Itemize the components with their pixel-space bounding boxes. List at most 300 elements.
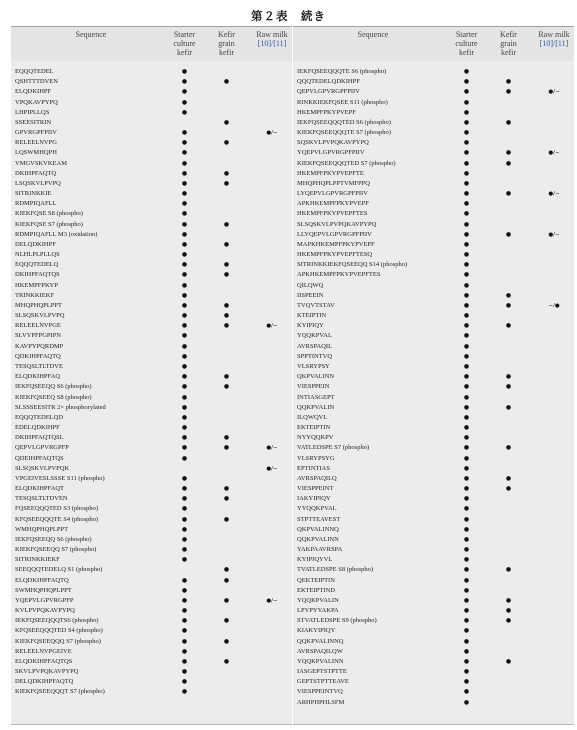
kefir-grain-marker: ● xyxy=(505,607,512,615)
peptide-sequence: IASGEPTSTPTTE xyxy=(297,668,347,676)
starter-culture-marker: ● xyxy=(463,251,470,259)
raw-milk-marker xyxy=(252,118,292,128)
peptide-sequence: VIESPPEINT xyxy=(297,485,334,493)
peptide-sequence: LPYPYYAKPA xyxy=(297,607,339,615)
table-row xyxy=(11,667,292,677)
starter-culture-marker: ● xyxy=(463,474,470,482)
sequence-column-header: Sequence xyxy=(75,30,107,39)
kefir-grain-marker: ● xyxy=(223,596,230,604)
peptide-sequence: SPPTINTVQ xyxy=(297,352,333,360)
raw-milk-label: Raw milk xyxy=(538,30,570,39)
raw-milk-marker: ●/− xyxy=(548,231,560,238)
starter-culture-marker: ● xyxy=(463,271,470,279)
table-row xyxy=(11,494,292,504)
raw-milk-marker xyxy=(534,555,574,565)
kefir-grain-marker: ● xyxy=(505,291,512,299)
peptide-sequence: QQQTEDELQDKIHPF xyxy=(297,78,360,86)
starter-culture-marker: ● xyxy=(463,485,470,493)
starter-culture-marker: ● xyxy=(181,586,188,594)
kefir-grain-marker xyxy=(210,209,243,219)
starter-culture-marker: ● xyxy=(463,159,470,167)
raw-milk-column-header xyxy=(534,27,574,61)
kefir-grain-marker xyxy=(492,270,525,280)
peptide-sequence: TESQSLTLTDVE xyxy=(15,362,63,370)
kefir-grain-marker xyxy=(492,515,525,525)
raw-milk-marker xyxy=(534,423,574,433)
kefir-grain-marker: ● xyxy=(505,596,512,604)
kefir-grain-marker: ● xyxy=(223,566,230,574)
kefir-grain-marker xyxy=(210,189,243,199)
peptide-sequence: TRINKKIEKF xyxy=(15,291,54,299)
table-row xyxy=(11,67,292,77)
peptide-sequence: SQSKVLPVPQKAVPYPQ xyxy=(297,139,369,147)
peptide-sequence: GEPTSTPTTEAVE xyxy=(297,678,349,686)
peptide-sequence: KIEKFQSEEQ S8 (phospho) xyxy=(15,393,92,401)
kefir-grain-marker: ● xyxy=(223,617,230,625)
starter-culture-marker: ● xyxy=(463,312,470,320)
table-row xyxy=(293,352,574,362)
starter-culture-marker: ● xyxy=(181,332,188,340)
kefir-grain-marker xyxy=(210,148,243,158)
table-row xyxy=(293,291,574,301)
raw-milk-marker xyxy=(252,331,292,341)
starter-culture-marker: ● xyxy=(463,505,470,513)
starter-culture-marker: ● xyxy=(181,220,188,228)
table-row xyxy=(11,209,292,219)
table-row xyxy=(11,260,292,270)
peptide-sequence: EPTINTIAS xyxy=(297,464,330,472)
peptide-sequence: DKIHPFAQTQSL xyxy=(15,434,64,442)
peptide-sequence: HKEMPFPKYPVEPFTES xyxy=(297,210,368,218)
peptide-sequence: DKIHPFAQTQS xyxy=(15,271,60,279)
peptide-sequence: QQKPVALINNQ xyxy=(297,637,344,645)
table-row xyxy=(293,270,574,280)
table-row xyxy=(11,525,292,535)
table-row xyxy=(11,199,292,209)
table-row xyxy=(11,311,292,321)
raw-milk-marker xyxy=(252,535,292,545)
raw-milk-marker xyxy=(534,138,574,148)
table-row xyxy=(11,535,292,545)
starter-culture-marker: ● xyxy=(181,434,188,442)
kefir-grain-marker: ● xyxy=(223,322,230,330)
peptide-sequence: ELQDKIHPFAQ xyxy=(15,373,61,381)
starter-culture-marker: ● xyxy=(181,342,188,350)
raw-milk-marker: ●/− xyxy=(266,597,278,604)
kefir-grain-marker: ● xyxy=(223,312,230,320)
raw-milk-marker xyxy=(534,209,574,219)
raw-milk-marker xyxy=(252,677,292,687)
raw-milk-marker xyxy=(252,484,292,494)
peptide-sequence: KFQSEEQQQTE S4 (phospho) xyxy=(15,515,99,523)
raw-milk-marker: ●/− xyxy=(266,445,278,452)
table-row xyxy=(11,189,292,199)
table-row xyxy=(293,637,574,647)
peptide-sequence: APKHKEMPFPKYPVEPF xyxy=(297,200,369,208)
raw-milk-marker xyxy=(534,118,574,128)
table-row xyxy=(293,647,574,657)
kefir-grain-marker xyxy=(492,413,525,423)
raw-milk-marker xyxy=(252,616,292,626)
table-row xyxy=(293,209,574,219)
starter-culture-marker: ● xyxy=(463,383,470,391)
raw-milk-marker xyxy=(252,454,292,464)
peptide-sequence: RELEELNVPGEIVE xyxy=(15,647,72,655)
starter-culture-marker: ● xyxy=(463,434,470,442)
peptide-sequence: YYQQKPVAL xyxy=(297,505,337,513)
peptide-sequence: HKEMPFPKYPVEPF xyxy=(297,108,356,116)
starter-culture-marker: ● xyxy=(463,78,470,86)
kefir-grain-marker: ● xyxy=(223,637,230,645)
peptide-sequence: QEPVLGPVRGPFP xyxy=(15,444,69,452)
raw-milk-marker xyxy=(534,667,574,677)
raw-milk-marker xyxy=(534,606,574,616)
peptide-sequence: SLSQSKVLPVPQKAVPYPQ xyxy=(297,220,377,228)
kefir-grain-marker xyxy=(210,98,243,108)
peptide-sequence: QEPVLGPVRGPFPIIV xyxy=(297,88,360,96)
table-row xyxy=(11,504,292,514)
kefir-grain-marker: ● xyxy=(505,383,512,391)
kefir-grain-marker xyxy=(210,667,243,677)
table-row xyxy=(11,270,292,280)
kefir-grain-marker xyxy=(492,179,525,189)
peptide-sequence: NYYQQKPV xyxy=(297,434,334,442)
table-row xyxy=(293,555,574,565)
kefir-grain-marker: ● xyxy=(505,617,512,625)
starter-culture-marker: ● xyxy=(181,98,188,106)
table-row xyxy=(11,240,292,250)
peptide-sequence: KIEKFQSE S8 (phospho) xyxy=(15,210,83,218)
raw-milk-marker xyxy=(252,362,292,372)
peptide-sequence: ARHPHPHLSFM xyxy=(297,698,345,706)
peptide-sequence: HKEMPFPKYP xyxy=(15,281,58,289)
raw-milk-marker xyxy=(534,382,574,392)
table-row xyxy=(11,372,292,382)
peptide-sequence: KIEKFQSE S7 (phospho) xyxy=(15,220,83,228)
kefir-grain-marker xyxy=(210,230,243,240)
starter-culture-marker: ● xyxy=(463,118,470,126)
peptide-sequence: ELQDKIHPFAQT xyxy=(15,485,64,493)
starter-culture-marker: ● xyxy=(181,617,188,625)
raw-milk-marker xyxy=(252,413,292,423)
starter-culture-marker: ● xyxy=(181,474,188,482)
peptide-sequence: VIESPPEIN xyxy=(297,383,330,391)
starter-culture-marker: ● xyxy=(181,362,188,370)
table-row xyxy=(293,372,574,382)
table-row xyxy=(293,535,574,545)
raw-milk-marker xyxy=(534,647,574,657)
table-row xyxy=(11,362,292,372)
kefir-grain-marker: ● xyxy=(505,485,512,493)
starter-culture-marker: ● xyxy=(181,444,188,452)
table-row xyxy=(293,189,574,199)
kefir-grain-marker xyxy=(492,423,525,433)
kefir-grain-marker: ● xyxy=(223,179,230,187)
kefir-grain-marker xyxy=(210,393,243,403)
table-row xyxy=(11,393,292,403)
starter-culture-marker: ● xyxy=(463,301,470,309)
kefir-grain-marker xyxy=(492,464,525,474)
peptide-sequence: AVRSPAQILQ xyxy=(297,474,337,482)
kefir-grain-marker xyxy=(492,220,525,230)
table-row xyxy=(293,677,574,687)
raw-milk-marker: ●/− xyxy=(548,150,560,157)
peptide-sequence: YQQKPVAL xyxy=(297,332,332,340)
starter-culture-column-header: Starter culture kefir xyxy=(173,30,196,57)
starter-culture-marker: ● xyxy=(463,362,470,370)
table-row xyxy=(293,393,574,403)
table-row xyxy=(11,230,292,240)
table-row xyxy=(11,118,292,128)
starter-culture-marker xyxy=(168,464,201,474)
raw-milk-marker xyxy=(534,535,574,545)
starter-culture-marker: ● xyxy=(181,179,188,187)
table-row xyxy=(11,159,292,169)
table-row xyxy=(11,250,292,260)
kefir-grain-marker xyxy=(210,504,243,514)
kefir-grain-marker xyxy=(492,240,525,250)
table-row xyxy=(293,311,574,321)
starter-culture-marker: ● xyxy=(463,68,470,75)
kefir-grain-marker xyxy=(492,108,525,118)
peptide-sequence: YQEPVLGPVRGPFPIIV xyxy=(297,149,365,157)
table-row xyxy=(11,464,292,474)
starter-culture-marker: ● xyxy=(463,556,470,564)
kefir-grain-marker xyxy=(492,352,525,362)
starter-culture-marker: ● xyxy=(181,210,188,218)
kefir-grain-marker xyxy=(210,626,243,636)
peptide-sequence: KIEKFQSEEQQQT S7 (phospho) xyxy=(15,688,105,696)
table-row xyxy=(11,596,292,606)
peptide-sequence: NLHLPLPLLQS xyxy=(15,251,60,259)
starter-culture-marker: ● xyxy=(181,312,188,320)
starter-culture-marker: ● xyxy=(181,301,188,309)
table-row xyxy=(11,423,292,433)
raw-milk-marker xyxy=(534,484,574,494)
peptide-sequence: TESQSLTLTDVEN xyxy=(15,495,68,503)
table-row xyxy=(293,128,574,138)
kefir-grain-marker xyxy=(492,433,525,443)
table-row xyxy=(293,423,574,433)
raw-milk-marker xyxy=(534,169,574,179)
raw-milk-marker xyxy=(252,291,292,301)
starter-culture-marker: ● xyxy=(463,98,470,106)
peptide-sequence: QEKTEIPTIN xyxy=(297,576,335,584)
raw-milk-marker xyxy=(252,148,292,158)
starter-culture-marker: ● xyxy=(463,413,470,421)
peptide-sequence: IEKFQSEEQQ S6 (phospho) xyxy=(15,535,92,543)
kefir-grain-marker xyxy=(210,352,243,362)
raw-milk-marker xyxy=(252,260,292,270)
starter-culture-marker: ● xyxy=(463,342,470,350)
table-row xyxy=(11,352,292,362)
raw-milk-marker xyxy=(534,657,574,667)
raw-milk-marker xyxy=(252,433,292,443)
kefir-grain-marker xyxy=(492,626,525,636)
table-row xyxy=(11,647,292,657)
peptide-sequence: STVATLEDSPE S9 (phospho) xyxy=(297,617,377,625)
peptide-sequence: TVQVTSTAV xyxy=(297,301,335,309)
table-row xyxy=(11,128,292,138)
table-row xyxy=(293,464,574,474)
kefir-grain-marker: ● xyxy=(223,383,230,391)
raw-milk-marker xyxy=(252,565,292,575)
kefir-grain-column-header: Kefir grain kefir xyxy=(218,30,235,57)
peptide-sequence: EKTEIPTIND xyxy=(297,586,335,594)
starter-culture-marker: ● xyxy=(181,261,188,269)
kefir-grain-marker xyxy=(210,291,243,301)
peptide-sequence: FQSEEQQQTED S3 (phospho) xyxy=(15,505,99,513)
peptide-sequence: EQQQTEDEL xyxy=(15,68,54,75)
kefir-grain-marker: ● xyxy=(223,240,230,248)
raw-milk-marker xyxy=(252,626,292,636)
raw-milk-marker xyxy=(252,98,292,108)
table-row xyxy=(11,637,292,647)
starter-culture-marker: ● xyxy=(463,698,470,706)
raw-milk-marker xyxy=(534,291,574,301)
starter-culture-marker: ● xyxy=(181,485,188,493)
peptide-sequence: QILQWQ xyxy=(297,281,324,289)
raw-milk-marker xyxy=(252,281,292,291)
kefir-grain-marker xyxy=(210,687,243,697)
raw-milk-marker xyxy=(534,413,574,423)
kefir-grain-marker: ● xyxy=(223,118,230,126)
raw-milk-marker xyxy=(252,179,292,189)
table-row xyxy=(293,77,574,87)
peptide-sequence: SEEQQQTEDELQ S1 (phospho) xyxy=(15,566,103,574)
kefir-grain-marker: ● xyxy=(223,271,230,279)
peptide-sequence: HKEMPFPKYPVEPFTE xyxy=(297,169,364,177)
peptide-sequence: EQQQTEDELQD xyxy=(15,413,64,421)
kefir-grain-marker xyxy=(210,647,243,657)
raw-milk-marker xyxy=(534,515,574,525)
starter-culture-marker: ● xyxy=(463,495,470,503)
table-panel-right xyxy=(293,26,574,726)
table-row xyxy=(293,199,574,209)
raw-milk-marker xyxy=(252,667,292,677)
table-row xyxy=(11,281,292,291)
kefir-grain-marker xyxy=(210,474,243,484)
table-row xyxy=(293,281,574,291)
kefir-grain-marker xyxy=(492,555,525,565)
peptide-sequence: RINKKIEKFQSEE S11 (phospho) xyxy=(297,98,388,106)
peptide-sequence: KYIPIQY xyxy=(297,322,324,330)
raw-milk-marker xyxy=(252,474,292,484)
peptide-sequence: APKHKEMPFPKYPVEPFTES xyxy=(297,271,381,279)
peptide-sequence: VIESPPEINTVQ xyxy=(297,688,343,696)
starter-culture-marker: ● xyxy=(181,108,188,116)
kefir-grain-marker xyxy=(210,331,243,341)
starter-culture-marker: ● xyxy=(181,200,188,208)
raw-milk-marker xyxy=(252,555,292,565)
table-row xyxy=(11,474,292,484)
kefir-grain-marker xyxy=(492,209,525,219)
raw-milk-marker xyxy=(534,504,574,514)
peptide-sequence: INTIASGEPT xyxy=(297,393,335,401)
raw-milk-marker xyxy=(534,331,574,341)
peptide-sequence: RDMPIQAFLL xyxy=(15,200,57,208)
kefir-grain-marker xyxy=(492,687,525,697)
kefir-grain-marker: ● xyxy=(505,566,512,574)
raw-milk-marker xyxy=(252,637,292,647)
raw-milk-marker xyxy=(534,220,574,230)
kefir-grain-marker xyxy=(492,698,525,708)
starter-culture-marker: ● xyxy=(463,566,470,574)
table-row xyxy=(293,596,574,606)
peptide-sequence: RELEELNVPGE xyxy=(15,322,61,330)
raw-milk-marker xyxy=(252,138,292,148)
starter-culture-marker: ● xyxy=(463,596,470,604)
kefir-grain-marker xyxy=(210,464,243,474)
raw-milk-marker xyxy=(534,270,574,280)
raw-milk-marker xyxy=(534,240,574,250)
starter-culture-marker: ● xyxy=(181,139,188,147)
raw-milk-marker xyxy=(534,433,574,443)
raw-milk-marker: ●/− xyxy=(548,191,560,198)
table-row xyxy=(11,565,292,575)
starter-culture-marker: ● xyxy=(463,515,470,523)
starter-culture-marker: ● xyxy=(181,383,188,391)
kefir-grain-marker xyxy=(492,250,525,260)
peptide-sequence: QQKPVALIN xyxy=(297,403,335,411)
raw-milk-marker xyxy=(534,128,574,138)
starter-culture-marker: ● xyxy=(181,546,188,554)
reference-link[interactable]: [10]/[11] xyxy=(539,39,569,48)
kefir-grain-marker xyxy=(210,67,243,77)
table-row xyxy=(293,443,574,453)
starter-culture-marker: ● xyxy=(181,190,188,198)
raw-milk-marker xyxy=(252,220,292,230)
starter-culture-marker: ● xyxy=(463,647,470,655)
table-row xyxy=(11,454,292,464)
table-row xyxy=(293,321,574,331)
starter-culture-marker: ● xyxy=(463,627,470,635)
starter-culture-marker: ● xyxy=(463,291,470,299)
raw-milk-marker xyxy=(534,342,574,352)
reference-link[interactable]: [10]/[11] xyxy=(257,39,287,48)
peptide-sequence: VLSRYPSYG xyxy=(297,454,335,462)
raw-milk-marker xyxy=(534,311,574,321)
raw-milk-marker xyxy=(534,443,574,453)
kefir-grain-marker: ● xyxy=(505,149,512,157)
table-row xyxy=(293,118,574,128)
table-row xyxy=(293,382,574,392)
table-row xyxy=(293,230,574,240)
kefir-grain-marker xyxy=(210,87,243,97)
kefir-grain-marker: ● xyxy=(505,159,512,167)
table-row xyxy=(293,616,574,626)
kefir-grain-marker xyxy=(210,525,243,535)
peptide-sequence: SLVYPFPGPIPN xyxy=(15,332,62,340)
table-row xyxy=(293,138,574,148)
table-row xyxy=(11,413,292,423)
raw-milk-marker xyxy=(534,637,574,647)
kefir-grain-marker xyxy=(492,545,525,555)
kefir-grain-marker xyxy=(492,647,525,657)
kefir-grain-marker xyxy=(210,362,243,372)
table-row xyxy=(11,301,292,311)
starter-culture-marker: ● xyxy=(463,322,470,330)
peptide-sequence: QDEIHPFAQTQS xyxy=(15,454,64,462)
table-row xyxy=(11,606,292,616)
starter-culture-marker: ● xyxy=(181,556,188,564)
raw-milk-marker: −/● xyxy=(548,302,560,309)
table-row xyxy=(293,159,574,169)
kefir-grain-marker xyxy=(210,555,243,565)
table-row xyxy=(11,616,292,626)
raw-milk-marker xyxy=(252,159,292,169)
starter-culture-marker: ● xyxy=(181,525,188,533)
